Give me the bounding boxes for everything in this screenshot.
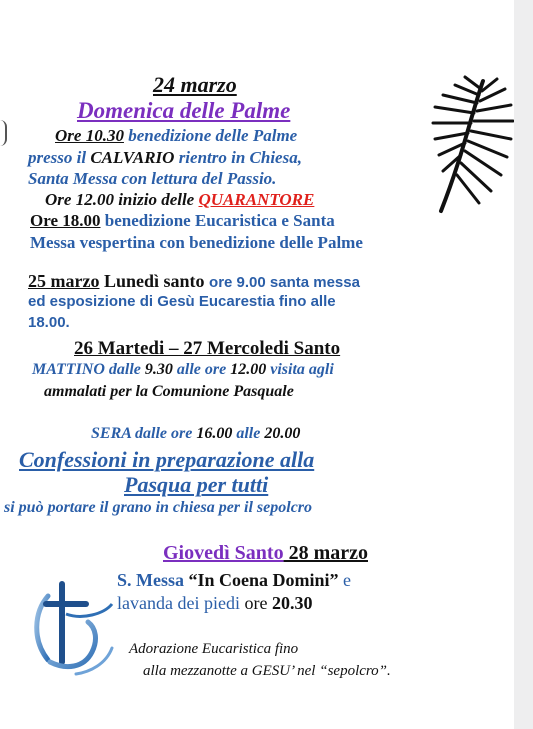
ammalati-line: ammalati per la Comunione Pasquale	[44, 383, 294, 400]
adorazione-line-1: Adorazione Eucaristica fino	[129, 641, 299, 657]
palm-line-3: Santa Messa con lettura del Passio.	[28, 169, 277, 188]
thursday-date: 28 marzo	[283, 542, 368, 564]
palm-line-6: Messa vespertina con benedizione delle Palme	[30, 233, 363, 252]
quarantore-label: QUARANTORE	[198, 190, 315, 209]
time-12-00: Ore 12.00	[45, 190, 114, 209]
palm-line-4: Ore 12.00 inizio delle QUARANTORE	[45, 190, 315, 209]
palm-sunday-date: 24 marzo	[153, 72, 237, 97]
monday-line-1: 25 marzo Lunedì santo ore 9.00 santa messa	[28, 271, 360, 291]
time-10-30: Ore 10.30	[55, 126, 124, 145]
calvario-label: CALVARIO	[90, 148, 175, 167]
tue-wed-heading: 26 Martedi – 27 Mercoledi Santo	[74, 338, 341, 359]
left-edge-mark	[0, 120, 7, 146]
thursday-line-1: S. Messa “In Coena Domini” e	[117, 570, 352, 590]
palm-branch-icon	[425, 75, 515, 215]
palm-sunday-title: Domenica delle Palme	[77, 98, 291, 123]
eucharist-cross-logo-icon	[26, 574, 122, 678]
confessioni-line-1: Confessioni in preparazione alla	[19, 447, 315, 472]
palm-line-5: Ore 18.00 benedizione Eucaristica e Santa	[30, 211, 335, 230]
thursday-heading	[163, 543, 368, 563]
adorazione-line-2: alla mezzanotte a GESU’ nel “sepolcro”.	[143, 663, 391, 679]
thursday-line-2: lavanda dei piedi ore 20.30	[117, 593, 313, 613]
grano-line: si può portare il grano in chiesa per il sepolcro	[4, 499, 313, 516]
monday-line-2: ed esposizione di Gesù Eucarestia fino alle	[28, 293, 336, 310]
thursday-title: Giovedì Santo	[163, 542, 284, 564]
monday-line-3: 18.00.	[28, 314, 70, 331]
time-18-00: Ore 18.00	[30, 211, 101, 230]
confessioni-line-2: Pasqua per tutti	[124, 472, 269, 497]
palm-line-2: presso il CALVARIO rientro in Chiesa,	[28, 148, 302, 167]
mattino-line: MATTINO dalle 9.30 alle ore 12.00 visita agli	[32, 361, 334, 378]
page-edge-margin	[514, 0, 533, 729]
sera-line: SERA dalle ore 16.00 alle 20.00	[91, 425, 301, 442]
palm-line-1: Ore 10.30 benedizione delle Palme	[55, 126, 298, 145]
monday-date: 25 marzo	[28, 271, 100, 291]
